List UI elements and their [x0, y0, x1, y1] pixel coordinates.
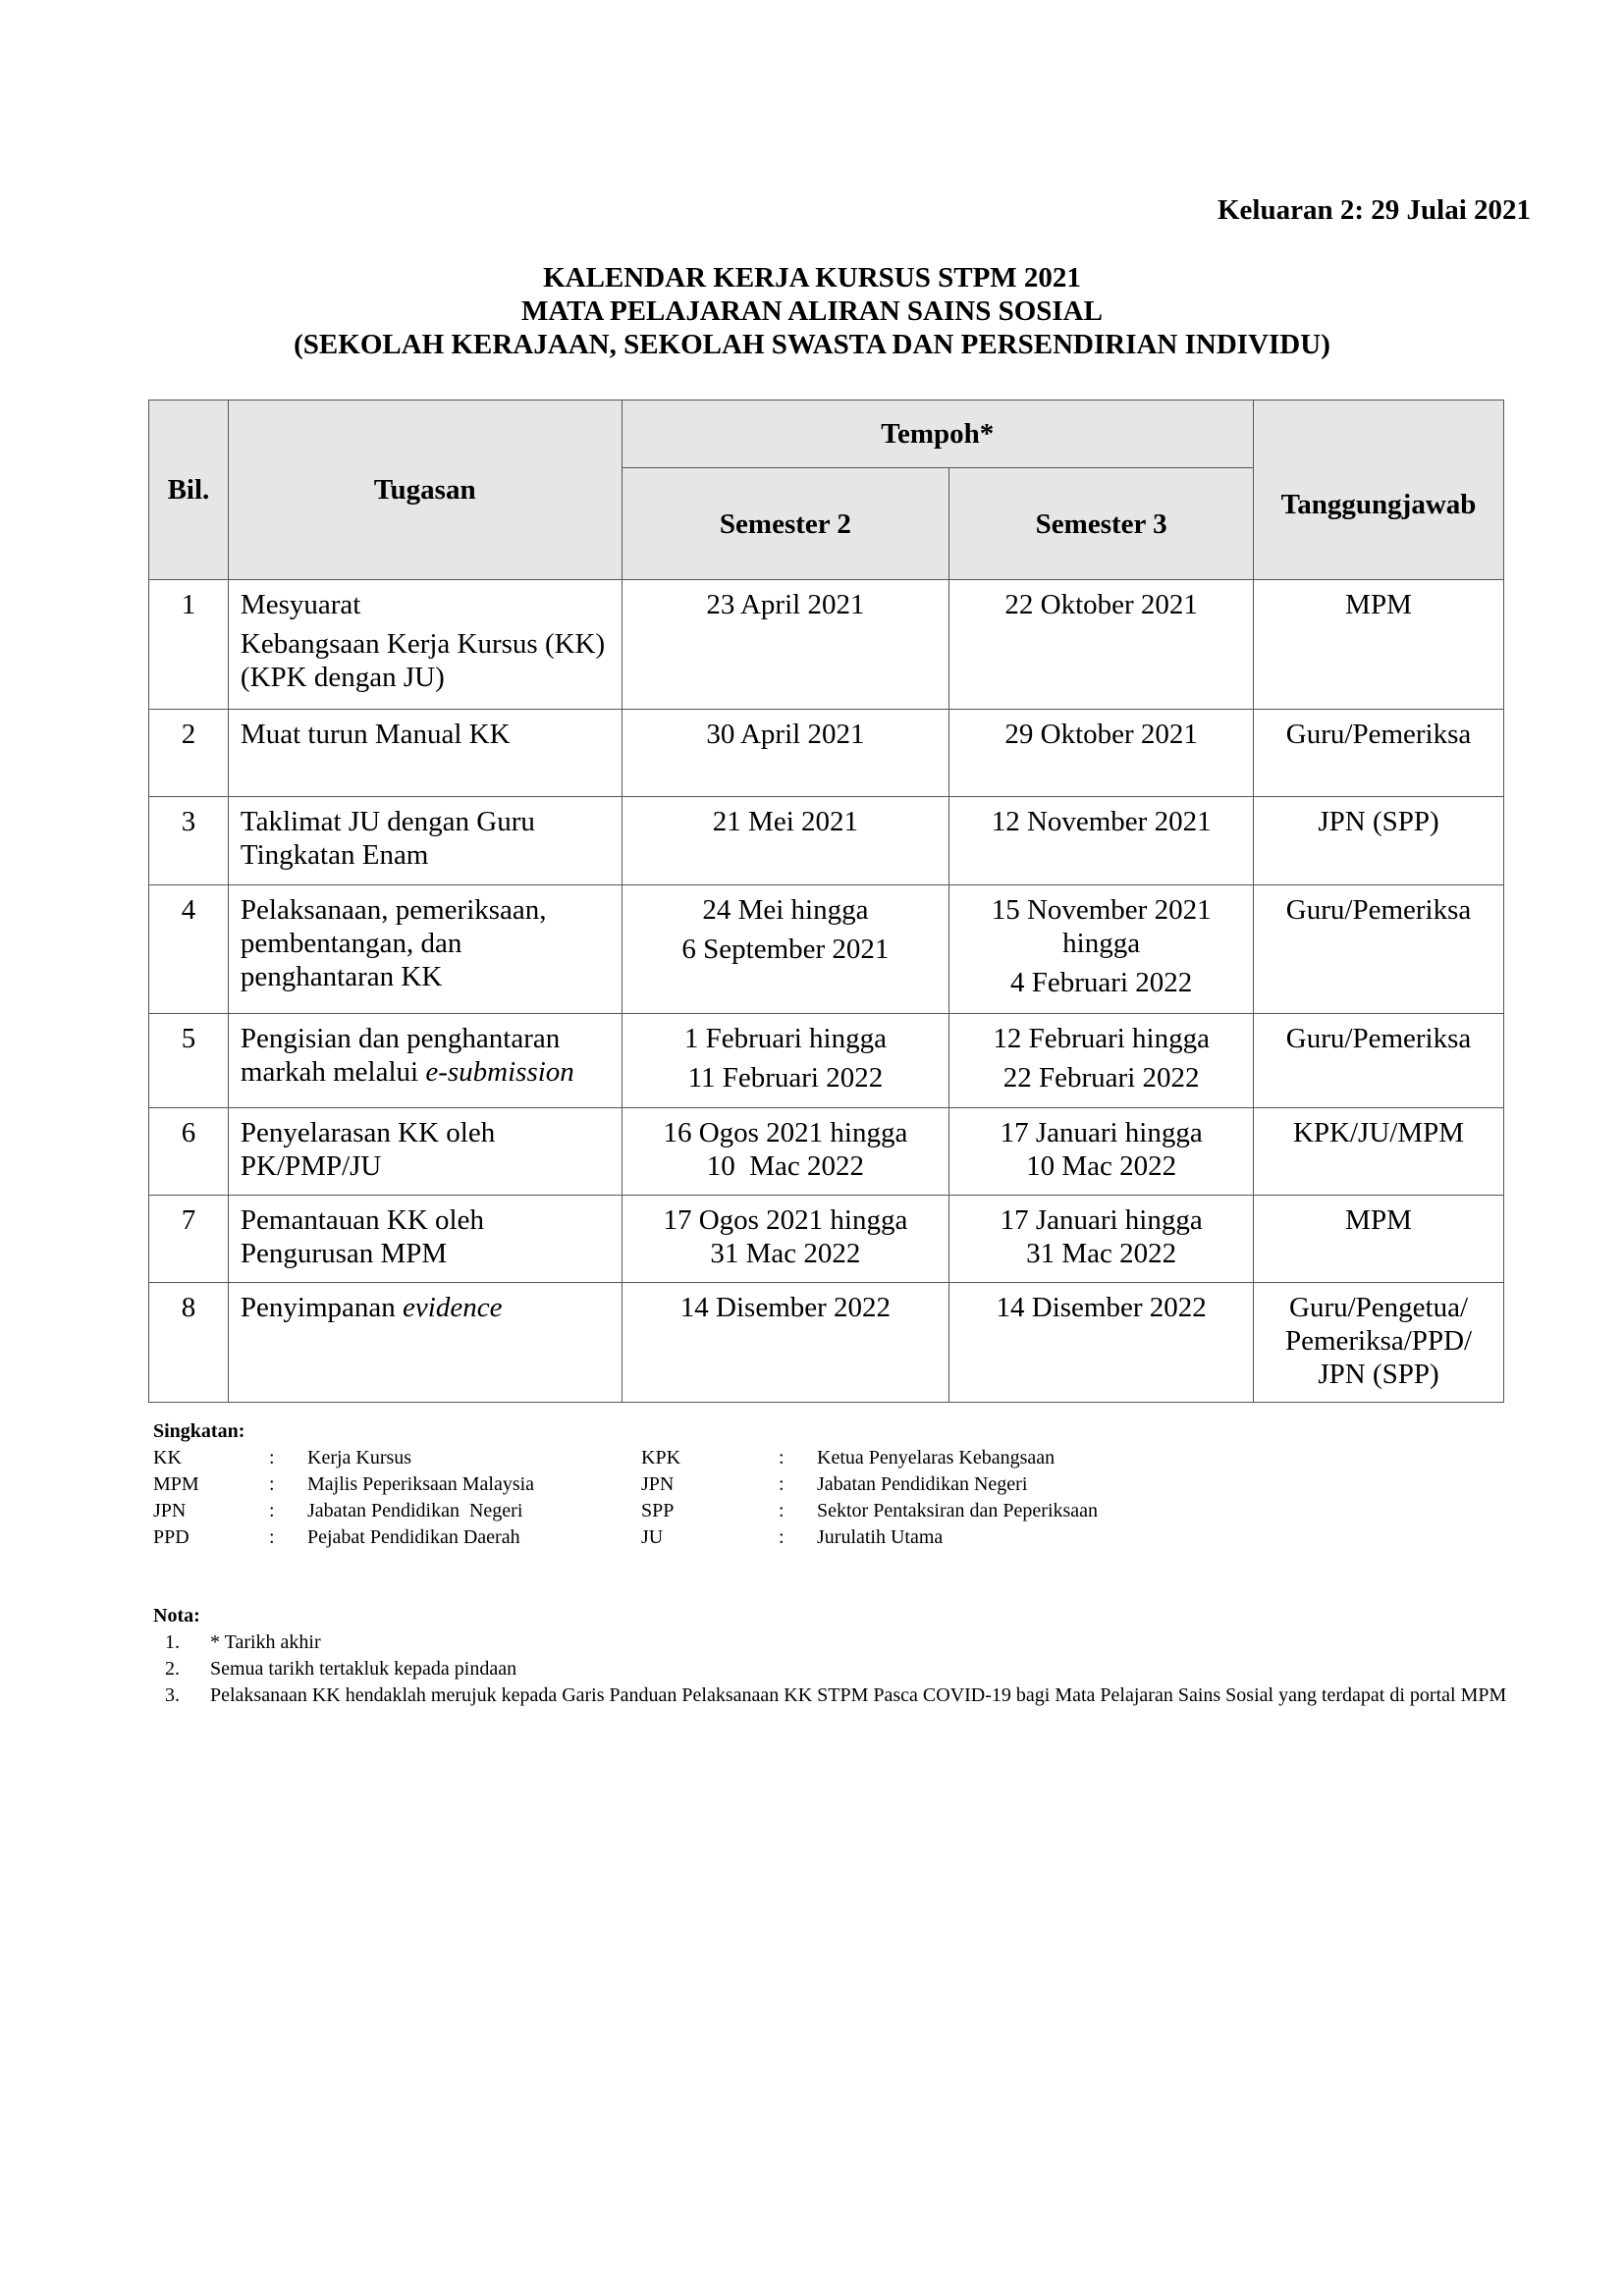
- note-item: [153, 1629, 1508, 1656]
- date-line: 1 Februari hingga: [683, 1023, 887, 1054]
- header-semester-3: Semester 3: [949, 468, 1254, 580]
- abbr-key: KPK: [641, 1447, 681, 1468]
- responsible: Guru/Pemeriksa: [1254, 710, 1504, 797]
- abbr-value: Jabatan Pendidikan Negeri: [307, 1500, 523, 1522]
- abbreviations-section: [153, 1418, 1249, 1551]
- task-text-italic: e-submission: [425, 1056, 574, 1088]
- table-row: [149, 885, 1504, 1014]
- semester-2-date: [622, 885, 949, 1014]
- notes-section: [153, 1603, 1508, 1709]
- table-row: [149, 1108, 1504, 1196]
- abbr-sep: :: [269, 1447, 275, 1468]
- date-line: 6 September 2021: [681, 934, 890, 965]
- task-text: Kebangsaan Kerja Kursus (KK) (KPK dengan JU): [240, 628, 606, 693]
- task-text: Pelaksanaan, pemeriksaan, pembentangan, dan penghantaran KK: [228, 885, 622, 1014]
- task-text: Pengisian dan penghantaran markah melalui: [240, 1023, 561, 1088]
- semester-3-date: 29 Oktober 2021: [949, 710, 1254, 797]
- date-line: 31 Mac 2022: [710, 1238, 861, 1269]
- responsible: Guru/Pemeriksa: [1254, 885, 1504, 1014]
- task-cell: [228, 1014, 622, 1108]
- abbr-key: PPD: [153, 1526, 189, 1548]
- abbreviations-table: [153, 1445, 1249, 1551]
- note-text: Semua tarikh tertakluk kepada pindaan: [210, 1658, 517, 1680]
- abbr-value: Sektor Pentaksiran dan Peperiksaan: [817, 1500, 1099, 1522]
- header-semester-2: Semester 2: [622, 468, 949, 580]
- date-line: 15 November 2021 hingga: [991, 894, 1212, 959]
- row-number: 8: [149, 1283, 229, 1403]
- abbr-sep: :: [779, 1500, 785, 1522]
- note-item: [153, 1682, 1508, 1709]
- abbreviation-row: [153, 1471, 1249, 1498]
- semester-2-date: 14 Disember 2022: [622, 1283, 949, 1403]
- responsible: Guru/Pengetua/ Pemeriksa/PPD/ JPN (SPP): [1254, 1283, 1504, 1403]
- task-cell: [228, 1283, 622, 1403]
- table-row: [149, 710, 1504, 797]
- date-line: 16 Ogos 2021 hingga: [663, 1117, 908, 1148]
- abbr-key: SPP: [641, 1500, 675, 1522]
- row-number: 6: [149, 1108, 229, 1196]
- abbr-sep: :: [779, 1473, 785, 1495]
- date-line: 12 Februari hingga: [993, 1023, 1210, 1054]
- semester-2-date: [622, 1014, 949, 1108]
- semester-3-date: 14 Disember 2022: [949, 1283, 1254, 1403]
- notes-heading: Nota:: [153, 1605, 200, 1627]
- semester-2-date: [622, 1108, 949, 1196]
- abbr-key: MPM: [153, 1473, 199, 1495]
- abbr-value: Kerja Kursus: [307, 1447, 412, 1468]
- title-line-1: KALENDAR KERJA KURSUS STPM 2021: [543, 262, 1081, 294]
- note-text: Pelaksanaan KK hendaklah merujuk kepada Garis Panduan Pelaksanaan KK STPM Pasca COVID-19 bagi Mata Pelajaran Sains Sosial yang terdapat di portal MPM: [210, 1684, 1507, 1706]
- abbr-key: JU: [641, 1526, 664, 1548]
- task-cell: [228, 580, 622, 710]
- date-line: 17 Januari hingga: [1000, 1204, 1203, 1236]
- row-number: 4: [149, 885, 229, 1014]
- abbr-sep: :: [779, 1447, 785, 1468]
- responsible: KPK/JU/MPM: [1254, 1108, 1504, 1196]
- date-line: 10 Mac 2022: [706, 1150, 865, 1182]
- abbr-key: JPN: [641, 1473, 675, 1495]
- semester-3-date: [949, 1108, 1254, 1196]
- date-line: 17 Januari hingga: [1000, 1117, 1203, 1148]
- task-text: Muat turun Manual KK: [228, 710, 622, 797]
- abbr-value: Pejabat Pendidikan Daerah: [307, 1526, 520, 1548]
- note-text: * Tarikh akhir: [210, 1631, 321, 1653]
- table-row: [149, 580, 1504, 710]
- table-row: [149, 797, 1504, 885]
- date-line: 31 Mac 2022: [1026, 1238, 1177, 1269]
- abbr-key: KK: [153, 1447, 182, 1468]
- semester-3-date: 12 November 2021: [949, 797, 1254, 885]
- abbr-value: Majlis Peperiksaan Malaysia: [307, 1473, 535, 1495]
- row-number: 2: [149, 710, 229, 797]
- semester-2-date: [622, 1196, 949, 1283]
- abbreviations-heading: Singkatan:: [153, 1420, 245, 1442]
- header-bil: Bil.: [149, 400, 229, 580]
- task-text-italic: evidence: [403, 1292, 503, 1323]
- row-number: 3: [149, 797, 229, 885]
- semester-3-date: [949, 1196, 1254, 1283]
- task-text: Pemantauan KK oleh Pengurusan MPM: [228, 1196, 622, 1283]
- abbr-value: Ketua Penyelaras Kebangsaan: [817, 1447, 1056, 1468]
- task-text: Penyimpanan: [240, 1292, 396, 1323]
- semester-3-date: [949, 885, 1254, 1014]
- responsible: Guru/Pemeriksa: [1254, 1014, 1504, 1108]
- task-text: Penyelarasan KK oleh PK/PMP/JU: [228, 1108, 622, 1196]
- header-tugasan: Tugasan: [228, 400, 622, 580]
- abbreviation-row: [153, 1445, 1249, 1471]
- abbr-sep: :: [269, 1526, 275, 1548]
- date-line: 24 Mei hingga: [702, 894, 869, 926]
- abbr-sep: :: [779, 1526, 785, 1548]
- title-line-3: (SEKOLAH KERAJAAN, SEKOLAH SWASTA DAN PERSENDIRIAN INDIVIDU): [294, 329, 1330, 360]
- semester-2-date: 23 April 2021: [622, 580, 949, 710]
- abbr-sep: :: [269, 1473, 275, 1495]
- title-line-2: MATA PELAJARAN ALIRAN SAINS SOSIAL: [521, 295, 1103, 327]
- abbr-value: Jabatan Pendidikan Negeri: [817, 1473, 1028, 1495]
- semester-3-date: 22 Oktober 2021: [949, 580, 1254, 710]
- date-line: 22 Februari 2022: [1002, 1062, 1200, 1094]
- task-text: Taklimat JU dengan Guru Tingkatan Enam: [228, 797, 622, 885]
- abbreviation-row: [153, 1524, 1249, 1551]
- responsible: MPM: [1254, 580, 1504, 710]
- note-item: [153, 1656, 1508, 1682]
- row-number: 1: [149, 580, 229, 710]
- table-row: [149, 1283, 1504, 1403]
- abbr-value: Jurulatih Utama: [817, 1526, 944, 1548]
- responsible: JPN (SPP): [1254, 797, 1504, 885]
- semester-2-date: 30 April 2021: [622, 710, 949, 797]
- abbreviation-row: [153, 1498, 1249, 1524]
- document-title: [0, 261, 1624, 361]
- date-line: 11 Februari 2022: [687, 1062, 884, 1094]
- semester-2-date: 21 Mei 2021: [622, 797, 949, 885]
- semester-3-date: [949, 1014, 1254, 1108]
- header-tanggungjawab: Tanggungjawab: [1254, 400, 1504, 580]
- issue-date: Keluaran 2: 29 Julai 2021: [1217, 194, 1531, 226]
- header-tempoh: Tempoh*: [622, 400, 1253, 468]
- coursework-calendar-table: [148, 400, 1504, 1403]
- table-row: [149, 1196, 1504, 1283]
- responsible: MPM: [1254, 1196, 1504, 1283]
- row-number: 5: [149, 1014, 229, 1108]
- note-number: 3.: [165, 1684, 180, 1706]
- table-row: [149, 1014, 1504, 1108]
- note-number: 1.: [165, 1631, 180, 1653]
- date-line: 4 Februari 2022: [1010, 967, 1193, 998]
- task-text: Mesyuarat: [240, 589, 361, 620]
- abbr-sep: :: [269, 1500, 275, 1522]
- abbr-key: JPN: [153, 1500, 187, 1522]
- row-number: 7: [149, 1196, 229, 1283]
- date-line: 10 Mac 2022: [1026, 1150, 1177, 1182]
- date-line: 17 Ogos 2021 hingga: [663, 1204, 908, 1236]
- note-number: 2.: [165, 1658, 180, 1680]
